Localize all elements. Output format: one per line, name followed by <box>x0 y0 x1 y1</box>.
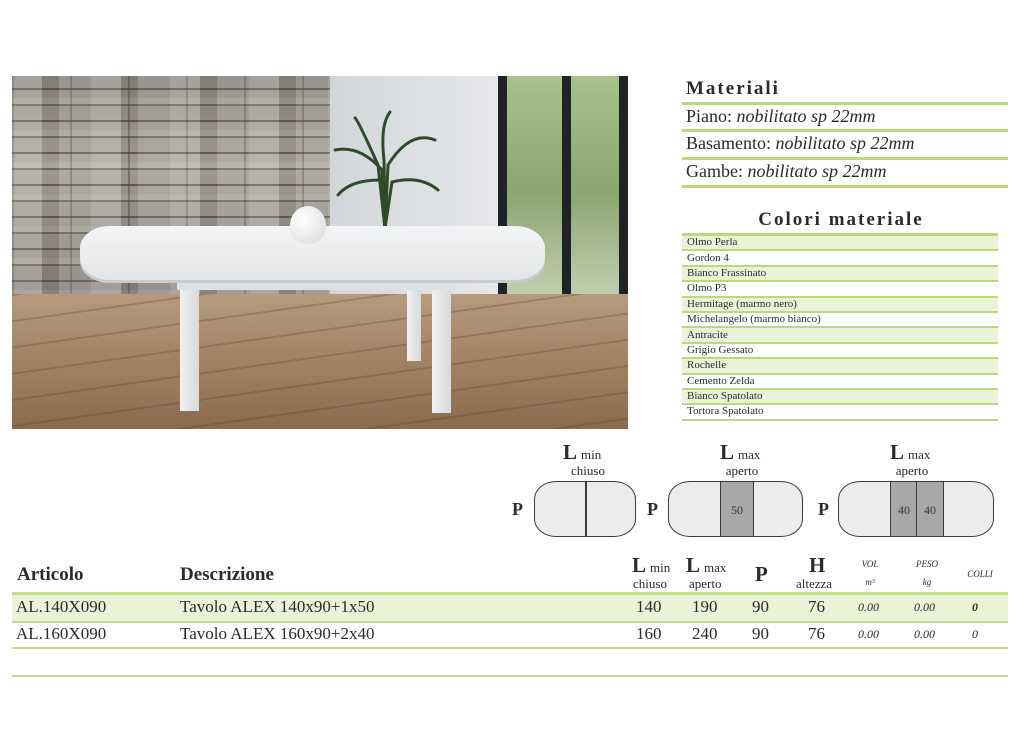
material-label: Gambe: <box>686 161 743 181</box>
header-peso: PESO <box>916 559 938 569</box>
l-letter: L <box>632 553 647 577</box>
header-peso-unit: kg <box>922 577 932 587</box>
header-h-caption: altezza <box>796 576 833 591</box>
cell-lmin: 140 <box>636 597 662 616</box>
diagram-caption: aperto <box>895 463 929 478</box>
color-item: Gordon 4 <box>682 250 998 265</box>
diagram-open1-label <box>720 440 760 465</box>
divider <box>682 102 1008 105</box>
extension-panel: 50 <box>720 482 754 536</box>
cell-colli: 0 <box>972 627 978 641</box>
plant-image <box>330 110 440 230</box>
color-item: Michelangelo (marmo bianco) <box>682 312 998 327</box>
header-lmax-caption: aperto <box>689 576 722 591</box>
material-label: Piano: <box>686 106 733 126</box>
material-label: Basamento: <box>686 133 771 153</box>
l-sub: max <box>704 560 727 575</box>
divider <box>682 157 1008 160</box>
color-item: Bianco Spatolato <box>682 389 998 404</box>
p-label: P <box>818 499 829 519</box>
extension-panel: 40 <box>916 482 944 536</box>
wood-floor <box>12 294 628 429</box>
cell-lmax: 240 <box>692 624 718 643</box>
divider <box>682 129 1008 132</box>
table-leg <box>432 281 451 413</box>
header-vol-unit: m³ <box>865 577 875 587</box>
header-p: P <box>755 562 768 586</box>
color-item: Cemento Zelda <box>682 374 998 389</box>
header-vol: VOL <box>861 559 879 569</box>
table-shape-open-one <box>668 481 803 537</box>
table-row <box>12 623 1008 647</box>
color-item: Antracite <box>682 327 998 342</box>
diagram-closed-label <box>563 440 601 465</box>
diagram-open2-label <box>890 440 930 465</box>
diagram-caption: aperto <box>725 463 759 478</box>
header-h: H <box>809 553 826 577</box>
table-apron <box>177 280 455 290</box>
extension-panel: 40 <box>890 482 918 536</box>
cell-descrizione: Tavolo ALEX 160x90+2x40 <box>180 624 375 643</box>
header-colli: COLLI <box>967 569 993 579</box>
colors-table <box>682 233 998 421</box>
table-leg <box>407 281 421 361</box>
cell-p: 90 <box>752 624 769 643</box>
cell-articolo: AL.140X090 <box>16 597 107 616</box>
shape-joint <box>585 482 587 536</box>
p-label: P <box>647 499 658 519</box>
table-row <box>12 595 1008 621</box>
p-label: P <box>512 499 523 519</box>
material-value: nobilitato sp 22mm <box>736 106 876 126</box>
cell-colli: 0 <box>972 600 978 614</box>
material-line-piano <box>686 106 876 127</box>
material-line-basamento <box>686 133 915 154</box>
color-item: Olmo P3 <box>682 281 998 296</box>
header-descrizione: Descrizione <box>180 564 274 585</box>
window-frame <box>562 76 571 308</box>
l-sub: min <box>650 560 671 575</box>
cell-h: 76 <box>808 597 825 616</box>
l-letter: L <box>563 440 578 464</box>
material-value: nobilitato sp 22mm <box>775 133 915 153</box>
l-sub: min <box>581 447 602 462</box>
table-shape-closed <box>534 481 636 537</box>
cell-vol: 0.00 <box>858 600 879 614</box>
l-letter: L <box>720 440 735 464</box>
cell-peso: 0.00 <box>914 600 935 614</box>
color-item: Olmo Perla <box>682 235 998 251</box>
l-sub: max <box>908 447 931 462</box>
material-line-gambe <box>686 161 887 182</box>
color-item: Grigio Gessato <box>682 343 998 358</box>
product-photo <box>12 76 628 429</box>
colors-title: Colori materiale <box>758 209 924 230</box>
table-leg <box>180 281 199 411</box>
color-item: Rochelle <box>682 358 998 373</box>
divider <box>682 185 1008 188</box>
header-articolo: Articolo <box>17 564 84 585</box>
cell-articolo: AL.160X090 <box>16 624 107 643</box>
l-sub: max <box>738 447 761 462</box>
color-item: Tortora Spatolato <box>682 404 998 419</box>
table-shape-open-two <box>838 481 994 537</box>
cell-h: 76 <box>808 624 825 643</box>
l-letter: L <box>686 553 701 577</box>
material-value: nobilitato sp 22mm <box>747 161 887 181</box>
window-frame <box>619 76 628 308</box>
cell-lmax: 190 <box>692 597 718 616</box>
color-item: Bianco Frassinato <box>682 266 998 281</box>
cell-lmin: 160 <box>636 624 662 643</box>
vase <box>290 206 326 244</box>
diagram-caption: chiuso <box>571 463 605 478</box>
header-lmin <box>632 553 670 578</box>
cell-descrizione: Tavolo ALEX 140x90+1x50 <box>180 597 375 616</box>
cell-peso: 0.00 <box>914 627 935 641</box>
header-lmin-caption: chiuso <box>633 576 667 591</box>
table-bottom-rule <box>12 675 1008 677</box>
color-item: Hermitage (marmo nero) <box>682 297 998 312</box>
materials-title: Materiali <box>686 78 780 99</box>
cell-vol: 0.00 <box>858 627 879 641</box>
l-letter: L <box>890 440 905 464</box>
header-lmax <box>686 553 726 578</box>
row-divider <box>12 647 1008 649</box>
cell-p: 90 <box>752 597 769 616</box>
